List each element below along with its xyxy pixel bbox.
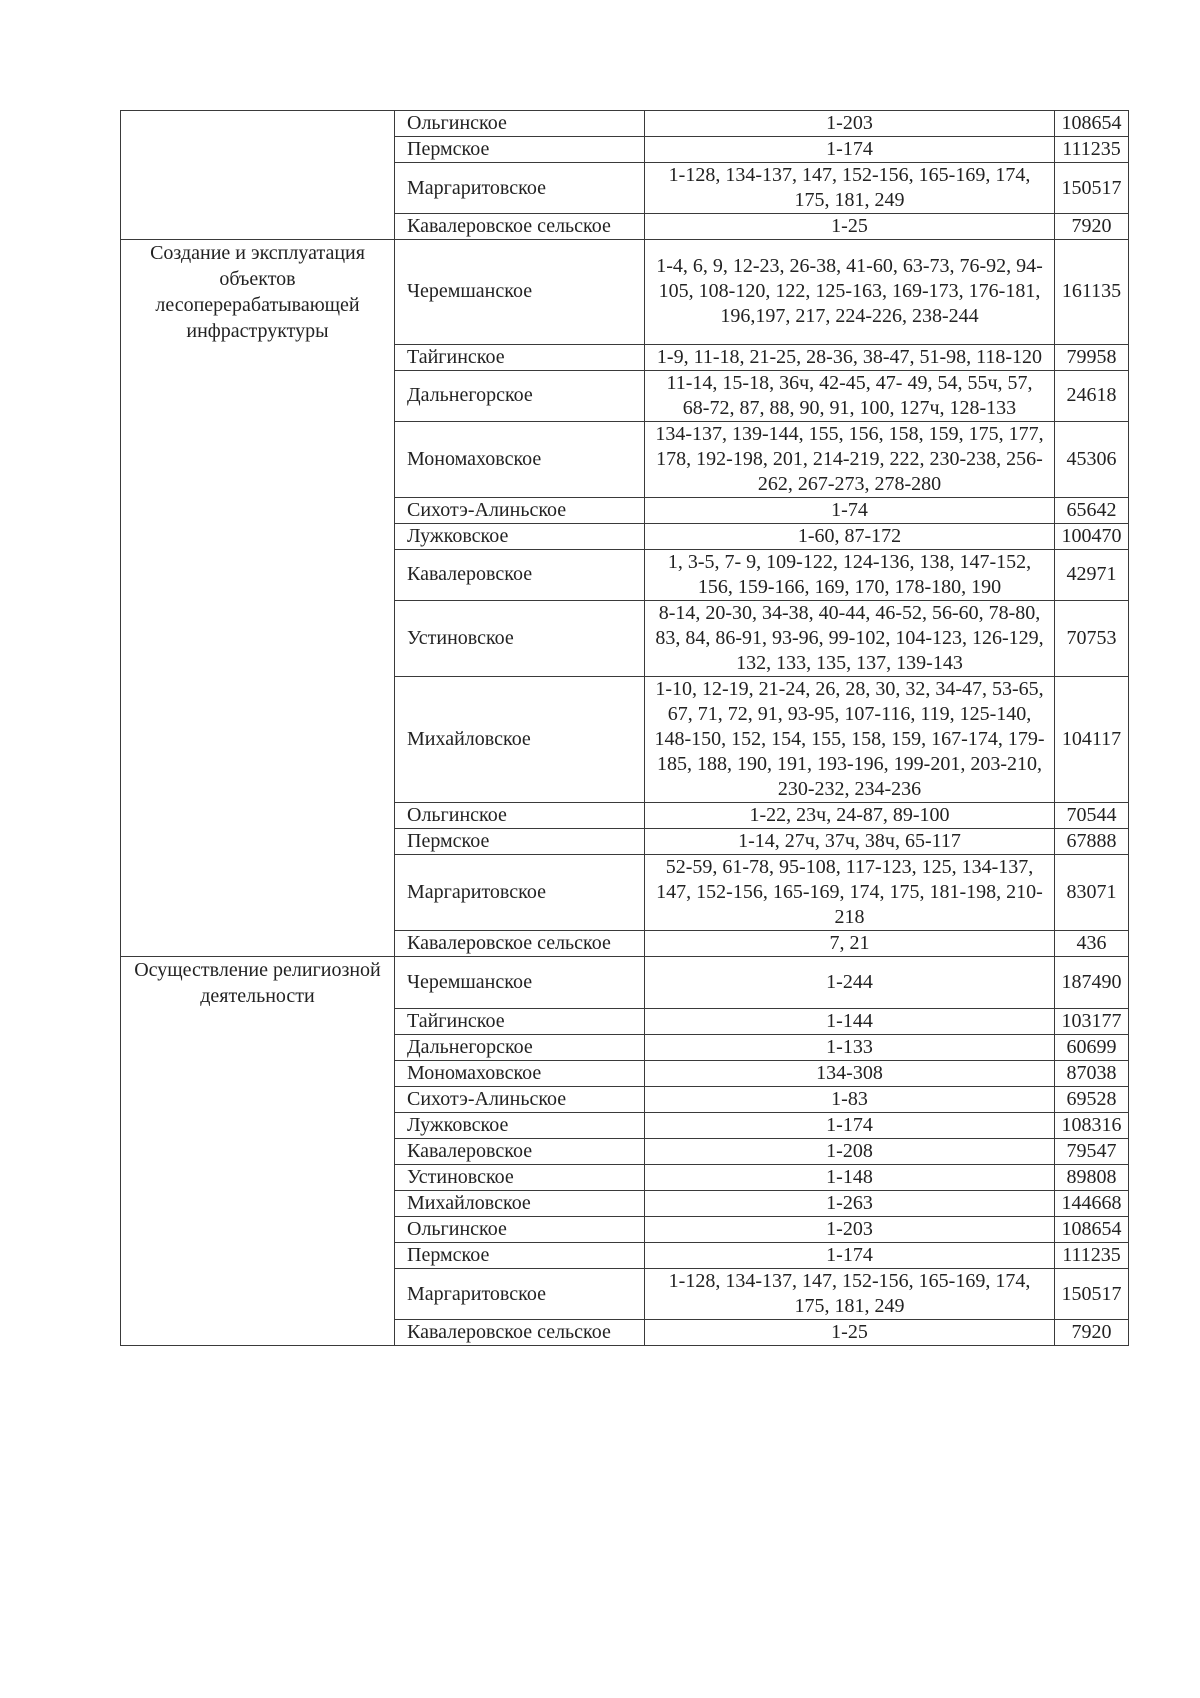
quarters-cell: 7, 21 [645,930,1055,956]
area-cell: 111235 [1055,137,1129,163]
forestry-name-cell: Кавалеровское [395,1139,645,1165]
area-cell: 83071 [1055,854,1129,930]
area-cell: 65642 [1055,497,1129,523]
table-row [121,1009,1129,1035]
table-row [121,1243,1129,1269]
forestry-name-cell: Сихотэ-Алиньское [395,497,645,523]
quarters-cell: 1-128, 134-137, 147, 152-156, 165-169, 174, 175, 181, 249 [645,163,1055,214]
forestry-name-cell: Кавалеровское сельское [395,214,645,240]
forestry-name-cell: Тайгинское [395,344,645,370]
forestry-name-cell: Михайловское [395,1191,645,1217]
purpose-cell-continued [121,370,395,421]
quarters-cell: 8-14, 20-30, 34-38, 40-44, 46-52, 56-60, 78-80, 83, 84, 86-91, 93-96, 99-102, 104-123, 126-129, 132, 133, 135, 137, 139-143 [645,600,1055,676]
forestry-name-cell: Мономаховское [395,1061,645,1087]
forestry-name-cell: Черемшанское [395,240,645,345]
table-row [121,676,1129,802]
table-row [121,370,1129,421]
purpose-cell-continued [121,828,395,854]
table-row [121,1320,1129,1346]
quarters-cell: 1-174 [645,1113,1055,1139]
area-cell: 69528 [1055,1087,1129,1113]
forestry-name-cell: Кавалеровское [395,549,645,600]
quarters-cell: 52-59, 61-78, 95-108, 117-123, 125, 134-137, 147, 152-156, 165-169, 174, 175, 181-198, 210-218 [645,854,1055,930]
purpose-cell-continued [121,1113,395,1139]
quarters-cell: 1-9, 11-18, 21-25, 28-36, 38-47, 51-98, 118-120 [645,344,1055,370]
purpose-cell-continued [121,802,395,828]
area-cell: 150517 [1055,1269,1129,1320]
quarters-cell: 1-148 [645,1165,1055,1191]
purpose-cell-continued [121,137,395,163]
forestry-name-cell: Лужковское [395,523,645,549]
area-cell: 161135 [1055,240,1129,345]
area-cell: 104117 [1055,676,1129,802]
purpose-cell-continued [121,1035,395,1061]
area-cell: 70544 [1055,802,1129,828]
forestry-name-cell: Маргаритовское [395,163,645,214]
table-row [121,1217,1129,1243]
table-row [121,497,1129,523]
table-row [121,802,1129,828]
area-cell: 79547 [1055,1139,1129,1165]
forestry-name-cell: Ольгинское [395,802,645,828]
area-cell: 79958 [1055,344,1129,370]
quarters-cell: 1-128, 134-137, 147, 152-156, 165-169, 174, 175, 181, 249 [645,1269,1055,1320]
table-row [121,930,1129,956]
forestry-name-cell: Пермское [395,828,645,854]
quarters-cell: 1-60, 87-172 [645,523,1055,549]
area-cell: 70753 [1055,600,1129,676]
table-row [121,523,1129,549]
area-cell: 60699 [1055,1035,1129,1061]
purpose-cell-continued [121,930,395,956]
purpose-cell-continued [121,1087,395,1113]
purpose-cell-continued [121,1061,395,1087]
quarters-cell: 1-208 [645,1139,1055,1165]
purpose-cell-continued [121,600,395,676]
quarters-cell: 1-10, 12-19, 21-24, 26, 28, 30, 32, 34-47, 53-65, 67, 71, 72, 91, 93-95, 107-116, 119, 125-140, 148-150, 152, 154, 155, 158, 159, 167-174, 179-185, 188, 190, 191, 193-196, 199-201, 203-210, 230-232, 234-236 [645,676,1055,802]
table-row [121,137,1129,163]
quarters-cell: 11-14, 15-18, 36ч, 42-45, 47- 49, 54, 55ч, 57, 68-72, 87, 88, 90, 91, 100, 127ч, 128-133 [645,370,1055,421]
forestry-name-cell: Маргаритовское [395,1269,645,1320]
forestry-name-cell: Устиновское [395,600,645,676]
quarters-cell: 1-74 [645,497,1055,523]
table-body [121,111,1129,1346]
area-cell: 89808 [1055,1165,1129,1191]
area-cell: 42971 [1055,549,1129,600]
area-cell: 7920 [1055,1320,1129,1346]
purpose-cell-continued [121,1269,395,1320]
area-cell: 103177 [1055,1009,1129,1035]
quarters-cell: 1-203 [645,1217,1055,1243]
forestry-name-cell: Сихотэ-Алиньское [395,1087,645,1113]
quarters-cell: 1-144 [645,1009,1055,1035]
purpose-cell: Осуществление религиозной деятельности [121,956,395,1009]
forestry-name-cell: Устиновское [395,1165,645,1191]
table-row [121,828,1129,854]
quarters-cell: 1-174 [645,137,1055,163]
table-row [121,956,1129,1009]
forestry-name-cell: Черемшанское [395,956,645,1009]
forestry-name-cell: Пермское [395,137,645,163]
purpose-cell-continued [121,676,395,802]
purpose-cell-continued [121,1139,395,1165]
quarters-cell: 1-4, 6, 9, 12-23, 26-38, 41-60, 63-73, 76-92, 94-105, 108-120, 122, 125-163, 169-173, 176-181, 196,197, 217, 224-226, 238-244 [645,240,1055,345]
table-row [121,111,1129,137]
table-row [121,344,1129,370]
area-cell: 436 [1055,930,1129,956]
area-cell: 144668 [1055,1191,1129,1217]
table-row [121,854,1129,930]
quarters-cell: 1-83 [645,1087,1055,1113]
table-row [121,421,1129,497]
forestry-table [120,110,1129,1346]
purpose-cell-continued [121,214,395,240]
quarters-cell: 1-22, 23ч, 24-87, 89-100 [645,802,1055,828]
forestry-name-cell: Ольгинское [395,111,645,137]
table-row [121,240,1129,345]
quarters-cell: 1-263 [645,1191,1055,1217]
purpose-cell-continued [121,1320,395,1346]
quarters-cell: 1-133 [645,1035,1055,1061]
table-row [121,1191,1129,1217]
forestry-name-cell: Лужковское [395,1113,645,1139]
table-row [121,1165,1129,1191]
table-row [121,600,1129,676]
area-cell: 67888 [1055,828,1129,854]
forestry-name-cell: Кавалеровское сельское [395,930,645,956]
quarters-cell: 134-137, 139-144, 155, 156, 158, 159, 175, 177, 178, 192-198, 201, 214-219, 222, 230-238, 256-262, 267-273, 278-280 [645,421,1055,497]
forestry-name-cell: Дальнегорское [395,1035,645,1061]
purpose-cell-continued [121,1243,395,1269]
forestry-name-cell: Мономаховское [395,421,645,497]
forestry-name-cell: Михайловское [395,676,645,802]
area-cell: 45306 [1055,421,1129,497]
forestry-name-cell: Маргаритовское [395,854,645,930]
quarters-cell: 1-174 [645,1243,1055,1269]
area-cell: 108654 [1055,111,1129,137]
quarters-cell: 1-25 [645,1320,1055,1346]
purpose-cell-continued [121,1165,395,1191]
area-cell: 111235 [1055,1243,1129,1269]
table-row [121,1113,1129,1139]
table-row [121,549,1129,600]
table-row [121,1035,1129,1061]
purpose-cell: Создание и эксплуатация объектов лесоперерабатывающей инфраструктуры [121,240,395,345]
area-cell: 108316 [1055,1113,1129,1139]
quarters-cell: 1, 3-5, 7- 9, 109-122, 124-136, 138, 147-152, 156, 159-166, 169, 170, 178-180, 190 [645,549,1055,600]
area-cell: 24618 [1055,370,1129,421]
area-cell: 187490 [1055,956,1129,1009]
table-row [121,1139,1129,1165]
forestry-name-cell: Кавалеровское сельское [395,1320,645,1346]
purpose-cell-continued [121,1009,395,1035]
quarters-cell: 1-14, 27ч, 37ч, 38ч, 65-117 [645,828,1055,854]
area-cell: 100470 [1055,523,1129,549]
purpose-cell-continued [121,1217,395,1243]
quarters-cell: 1-203 [645,111,1055,137]
area-cell: 7920 [1055,214,1129,240]
quarters-cell: 1-244 [645,956,1055,1009]
area-cell: 108654 [1055,1217,1129,1243]
purpose-cell-continued [121,1191,395,1217]
purpose-cell-continued [121,421,395,497]
purpose-cell-continued [121,344,395,370]
purpose-cell-continued [121,523,395,549]
quarters-cell: 134-308 [645,1061,1055,1087]
area-cell: 150517 [1055,163,1129,214]
purpose-cell-continued [121,497,395,523]
table-row [121,1061,1129,1087]
table-row [121,1269,1129,1320]
purpose-cell-continued [121,854,395,930]
table-row [121,214,1129,240]
purpose-cell [121,111,395,137]
area-cell: 87038 [1055,1061,1129,1087]
purpose-cell-continued [121,163,395,214]
forestry-name-cell: Пермское [395,1243,645,1269]
purpose-cell-continued [121,549,395,600]
table-row [121,1087,1129,1113]
table-row [121,163,1129,214]
forestry-name-cell: Дальнегорское [395,370,645,421]
forestry-name-cell: Тайгинское [395,1009,645,1035]
quarters-cell: 1-25 [645,214,1055,240]
forestry-name-cell: Ольгинское [395,1217,645,1243]
